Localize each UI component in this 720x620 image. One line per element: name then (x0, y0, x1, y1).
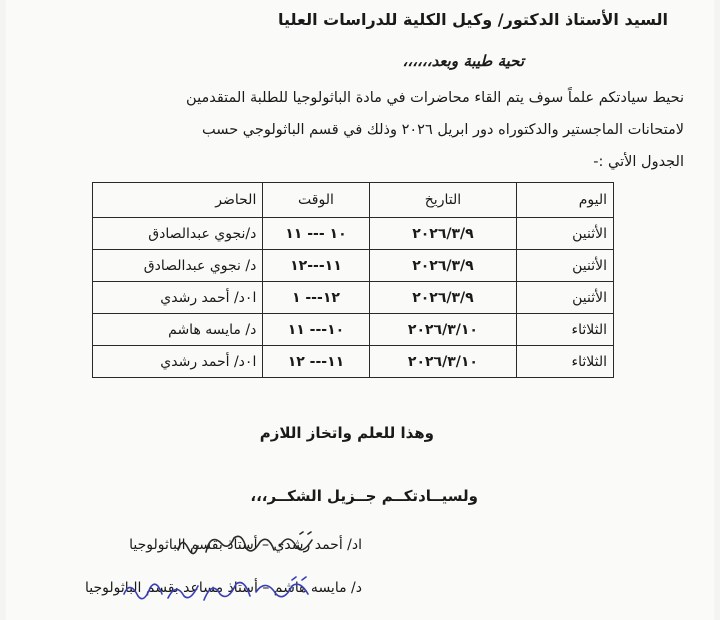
cell-day: الأثنين (517, 250, 614, 282)
table-row (93, 346, 614, 378)
cell-day: الثلاثاء (517, 346, 614, 378)
greeting-line: تحية طيبة وبعد،،،،،، (402, 52, 524, 70)
cell-date: ٢٠٢٦/٣/٩ (369, 250, 517, 282)
header-date: التاريخ (369, 183, 517, 218)
schedule-table (92, 182, 614, 378)
cell-lecturer: ا٠د/ أحمد رشدي (93, 282, 263, 314)
thanks-line: ولسيــادتكــم جــزيل الشكــر،،، (250, 487, 478, 505)
body-line-2: لامتحانات الماجستير والدكتوراه دور ابريل ٢٠٢٦ وذلك في قسم الباثولوجي حسب (202, 122, 684, 138)
table-row (93, 282, 614, 314)
closing-line: وهذا للعلم واتخاز اللازم (259, 424, 434, 442)
cell-lecturer: ا٠د/ أحمد رشدي (93, 346, 263, 378)
cell-date: ٢٠٢٦/٣/١٠ (369, 314, 517, 346)
cell-time: ١١--- ١٢ (263, 346, 369, 378)
cell-day: الأثنين (517, 282, 614, 314)
cell-day: الأثنين (517, 218, 614, 250)
signature-line-2: د/ مايسه هاشم – أستاذ مساعد بقسم الباثولوجيا (85, 580, 362, 596)
cell-time: ١٢--- ١ (263, 282, 369, 314)
cell-time: ١٠--- ١١ (263, 314, 369, 346)
body-line-1: نحيط سيادتكم علماً سوف يتم القاء محاضرات في مادة الباثولوجيا للطلبة المتقدمين (186, 90, 684, 106)
table-row (93, 314, 614, 346)
cell-date: ٢٠٢٦/٣/٩ (369, 282, 517, 314)
header-lecturer: الحاضر (93, 183, 263, 218)
cell-date: ٢٠٢٦/٣/٩ (369, 218, 517, 250)
body-line-3: الجدول الأتي :- (593, 154, 684, 170)
cell-day: الثلاثاء (517, 314, 614, 346)
cell-lecturer: د/نجوي عبدالصادق (93, 218, 263, 250)
cell-time: ١٠ --- ١١ (263, 218, 369, 250)
table-row (93, 218, 614, 250)
table-header-row (93, 183, 614, 218)
cell-date: ٢٠٢٦/٣/١٠ (369, 346, 517, 378)
cell-time: ١١---١٢ (263, 250, 369, 282)
handwritten-signature-2 (116, 572, 326, 612)
header-day: اليوم (517, 183, 614, 218)
cell-lecturer: د/ نجوي عبدالصادق (93, 250, 263, 282)
addressee-line: السيد الأستاذ الدكتور/ وكيل الكلية للدراسات العليا (277, 10, 668, 29)
letter-page (6, 0, 714, 620)
signature-line-1: اد/ أحمد رشدي – أستاذ بقسم الباثولوجيا (129, 537, 362, 553)
handwritten-signature-1 (172, 528, 322, 562)
header-time: الوقت (263, 183, 369, 218)
table-row (93, 250, 614, 282)
cell-lecturer: د/ مايسه هاشم (93, 314, 263, 346)
